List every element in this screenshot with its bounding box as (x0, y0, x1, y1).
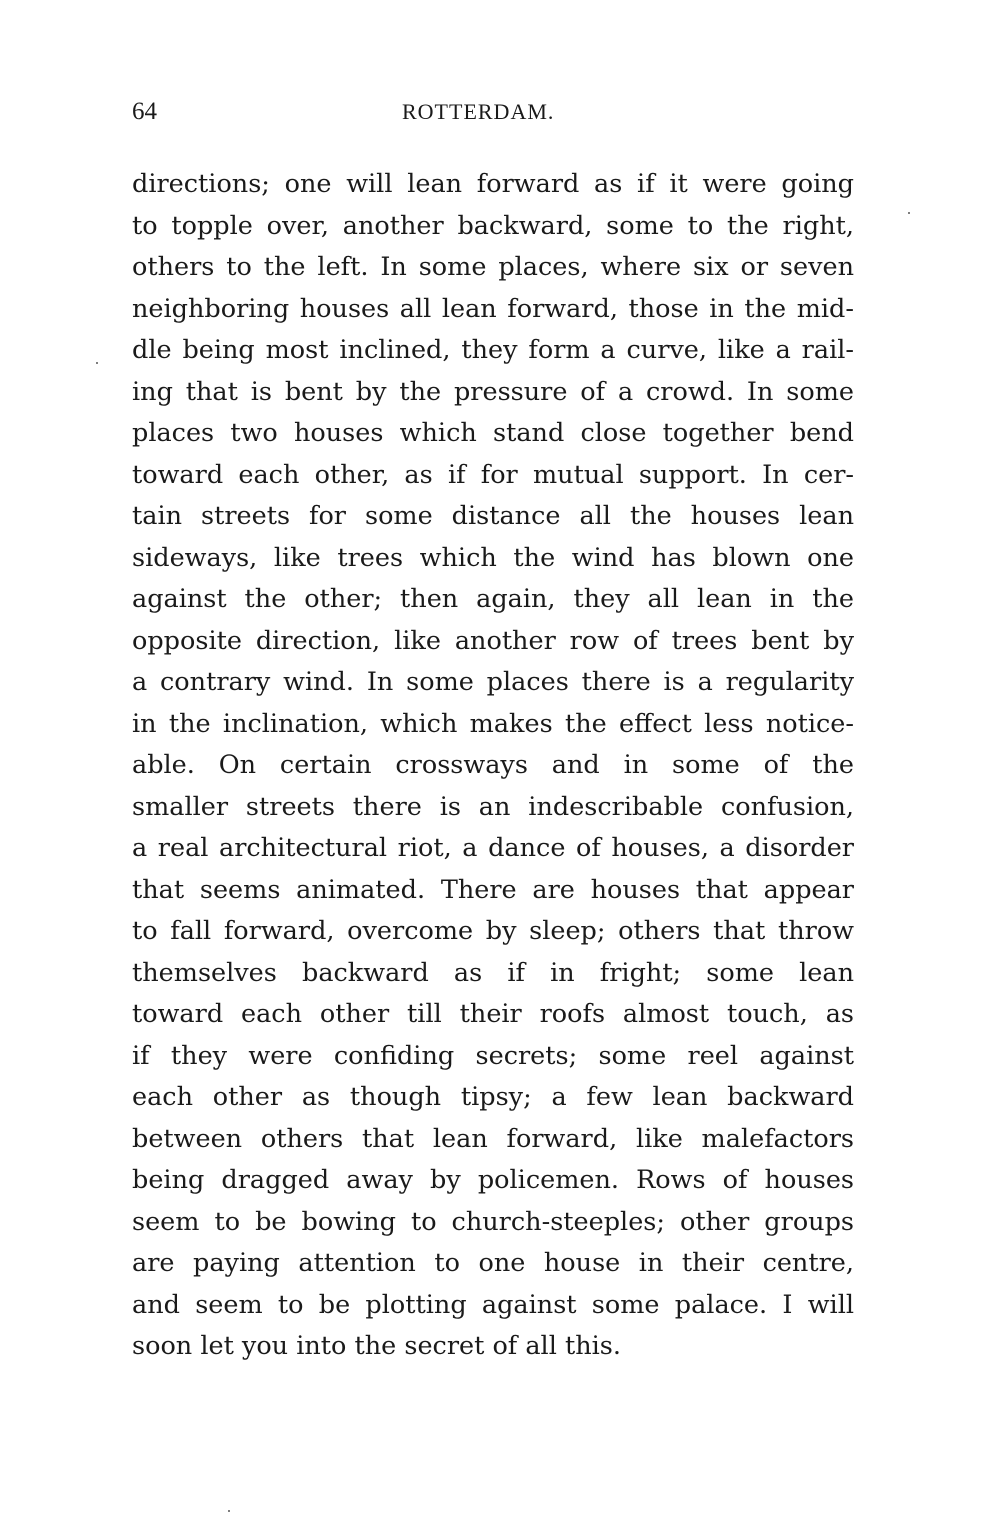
paper-speck (96, 362, 98, 364)
text-line: directions; one will lean forward as if it were going (132, 169, 854, 199)
text-line: to fall forward, overcome by sleep; others that throw (132, 916, 854, 946)
text-line: against the other; then again, they all lean in the (132, 584, 854, 614)
text-line: soon let you into the secret of all this. (132, 1331, 621, 1361)
text-line: neighboring houses all lean forward, those in the mid- (132, 293, 854, 324)
text-line: ing that is bent by the pressure of a crowd. In some (132, 376, 854, 407)
text-line: opposite direction, like another row of trees bent by (132, 625, 854, 656)
text-line: others to the left. In some places, where six or seven (132, 252, 854, 282)
page-number: 64 (132, 98, 157, 125)
text-line: if they were confiding secrets; some reel against (132, 1040, 854, 1071)
running-head: ROTTERDAM. (402, 99, 555, 124)
text-line: each other as though tipsy; a few lean backward (132, 1082, 854, 1112)
text-line: places two houses which stand close together bend (132, 418, 854, 448)
text-line: in the inclination, which makes the effect less notice- (132, 708, 854, 739)
text-line: toward each other till their roofs almost touch, as (132, 999, 854, 1029)
text-line: sideways, like trees which the wind has blown one (132, 542, 854, 573)
paper-speck (228, 1510, 230, 1512)
text-line: dle being most inclined, they form a curve, like a rail- (132, 335, 854, 365)
text-line: smaller streets there is an indescribable confusion, (132, 791, 854, 822)
text-line: themselves backward as if in fright; some lean (132, 957, 854, 988)
text-line: are paying attention to one house in their centre, (132, 1248, 854, 1278)
text-line: seem to be bowing to church-steeples; other groups (132, 1206, 854, 1237)
body-text (132, 164, 854, 1368)
text-line: able. On certain crossways and in some of the (132, 750, 854, 780)
text-line: to topple over, another backward, some to the right, (132, 210, 854, 241)
text-line: being dragged away by policemen. Rows of houses (132, 1165, 854, 1195)
text-line: a real architectural riot, a dance of houses, a disorder (132, 833, 854, 863)
text-line: a contrary wind. In some places there is a regularity (132, 667, 854, 697)
text-line: between others that lean forward, like malefactors (132, 1123, 854, 1154)
text-line: toward each other, as if for mutual support. In cer- (132, 459, 854, 490)
text-line: that seems animated. There are houses that appear (132, 874, 854, 905)
page-header (132, 92, 852, 132)
text-line: tain streets for some distance all the houses lean (132, 501, 854, 531)
paper-speck (908, 212, 910, 214)
text-line: and seem to be plotting against some palace. I will (132, 1289, 854, 1320)
